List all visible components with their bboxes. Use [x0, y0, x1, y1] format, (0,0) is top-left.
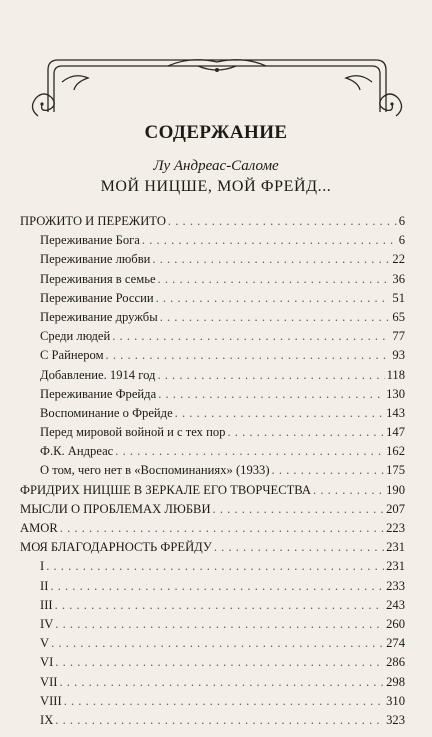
toc-entry-page: 6: [398, 214, 405, 228]
toc-entry: [20, 368, 405, 387]
toc-entry-page: 143: [386, 405, 405, 420]
toc-entry: [20, 329, 405, 348]
toc-entry-title: Переживание России: [40, 290, 154, 305]
leader-dots: [55, 655, 384, 670]
toc-entry-page: 231: [386, 559, 405, 574]
leader-dots: [160, 310, 391, 325]
toc-entry-page: 162: [386, 444, 405, 459]
leader-dots: [158, 387, 384, 402]
toc-entry-title: IX: [40, 712, 54, 727]
leader-dots: [50, 579, 384, 594]
toc-entry-title: IV: [40, 616, 54, 631]
toc-entry-title: МЫСЛИ О ПРОБЛЕМАХ ЛЮБВИ: [20, 501, 211, 516]
leader-dots: [115, 444, 384, 459]
toc-entry-title: ФРИДРИХ НИЦШЕ В ЗЕРКАЛЕ ЕГО ТВОРЧЕСТВА: [20, 482, 312, 497]
toc-entry: [20, 252, 405, 271]
toc-entry-page: 207: [386, 501, 405, 516]
toc-entry: [20, 502, 405, 521]
toc-entry-title: Перед мировой войной и с тех пор: [40, 425, 226, 440]
author-name: Лу Андреас-Саломе: [153, 158, 279, 174]
toc-entry: [20, 348, 405, 367]
toc-entry-title: О том, чего нет в «Воспоминаниях» (1933): [40, 463, 270, 478]
toc-entry: [20, 214, 405, 233]
toc-entry-title: Переживания в семье: [40, 271, 156, 286]
leader-dots: [272, 463, 385, 478]
toc-entry-page: 6: [398, 233, 405, 248]
toc-entry: [20, 598, 405, 617]
toc-entry-title: VI: [40, 655, 54, 670]
toc-entry-page: 147: [386, 425, 405, 440]
toc-entry: [20, 310, 405, 329]
leader-dots: [142, 233, 397, 248]
toc-entry-title: МОЯ БЛАГОДАРНОСТЬ ФРЕЙДУ: [20, 540, 212, 555]
toc-entry-title: Переживание дружбы: [40, 309, 158, 324]
leader-dots: [214, 540, 384, 555]
toc-entry: [20, 675, 405, 694]
toc-entry-page: 77: [392, 329, 405, 344]
toc-entry-page: 93: [392, 348, 405, 363]
toc-entry: [20, 406, 405, 425]
toc-entry-page: 286: [386, 655, 405, 670]
toc-entry-page: 243: [386, 597, 405, 612]
toc-entry: [20, 636, 405, 655]
toc-entry: [20, 617, 405, 636]
toc-entry: [20, 272, 405, 291]
leader-dots: [55, 617, 384, 632]
book-title: МОЙ НИЦШЕ, МОЙ ФРЕЙД...: [100, 178, 332, 195]
toc-entry-page: 118: [386, 367, 405, 382]
toc-entry-page: 231: [386, 540, 405, 555]
toc-entry: [20, 291, 405, 310]
toc-entry: [20, 713, 405, 732]
leader-dots: [158, 272, 391, 287]
toc-entry-page: 323: [386, 712, 405, 727]
toc-entry-title: III: [40, 597, 53, 612]
toc-entry: [20, 463, 405, 482]
leader-dots: [55, 598, 385, 613]
toc-entry-title: Воспоминание о Фрейде: [40, 405, 173, 420]
toc-entry-title: С Райнером: [40, 348, 104, 363]
toc-entry-page: 51: [392, 290, 405, 305]
toc-entry-title: ПРОЖИТО И ПЕРЕЖИТО: [20, 214, 166, 228]
leader-dots: [313, 483, 384, 498]
toc-entry-title: Переживание любви: [40, 252, 151, 267]
toc-entry-page: 65: [392, 309, 405, 324]
leader-dots: [213, 502, 385, 517]
toc-entry-page: 22: [392, 252, 405, 267]
toc-entry-title: Среди людей: [40, 329, 111, 344]
toc-entry: [20, 233, 405, 252]
toc-entry-page: 223: [386, 521, 405, 535]
toc-entry-title: V: [40, 636, 50, 651]
toc-entry-page: 298: [386, 674, 405, 689]
toc-entry-page: 175: [386, 463, 405, 478]
toc-entry: [20, 521, 405, 540]
leader-dots: [59, 675, 384, 690]
toc-entry-page: 130: [386, 386, 405, 401]
leader-dots: [168, 214, 397, 229]
toc-entry: [20, 387, 405, 406]
toc-entry: [20, 559, 405, 578]
toc-entry-page: 274: [386, 636, 405, 651]
toc-entry-title: I: [40, 559, 45, 574]
toc-entry: [20, 694, 405, 713]
leader-dots: [46, 559, 384, 574]
toc-entry-title: VII: [40, 674, 58, 689]
toc-entry: [20, 579, 405, 598]
toc-entry: [20, 540, 405, 559]
leader-dots: [64, 694, 384, 709]
leader-dots: [112, 329, 390, 344]
decorative-frame-icon: [18, 52, 416, 122]
toc-entry: [20, 483, 405, 502]
toc-entry-page: 260: [386, 616, 405, 631]
toc-entry-title: II: [40, 578, 49, 593]
toc-entry-page: 36: [392, 271, 405, 286]
toc-entry-title: Добавление. 1914 год: [40, 367, 156, 382]
toc-entry-title: Переживание Фрейда: [40, 386, 157, 401]
toc-entry-title: VIII: [40, 693, 62, 708]
leader-dots: [152, 252, 390, 267]
leader-dots: [60, 521, 384, 536]
toc-entry-title: Ф.К. Андреас: [40, 444, 114, 459]
leader-dots: [51, 636, 384, 651]
toc-entry-page: 233: [386, 578, 405, 593]
toc-entry-title: AMOR: [20, 521, 58, 535]
leader-dots: [55, 713, 384, 728]
leader-dots: [106, 348, 391, 363]
toc-entry: [20, 655, 405, 674]
toc-entry-page: 310: [386, 693, 405, 708]
leader-dots: [157, 368, 384, 383]
leader-dots: [227, 425, 384, 440]
toc-entry-page: 190: [386, 482, 405, 497]
leader-dots: [156, 291, 391, 306]
toc-entry-title: Переживание Бога: [40, 233, 140, 248]
leader-dots: [175, 406, 384, 421]
contents-heading: СОДЕРЖАНИЕ: [144, 122, 288, 143]
toc-entry: [20, 444, 405, 463]
toc-entry: [20, 425, 405, 444]
table-of-contents: [20, 214, 405, 732]
